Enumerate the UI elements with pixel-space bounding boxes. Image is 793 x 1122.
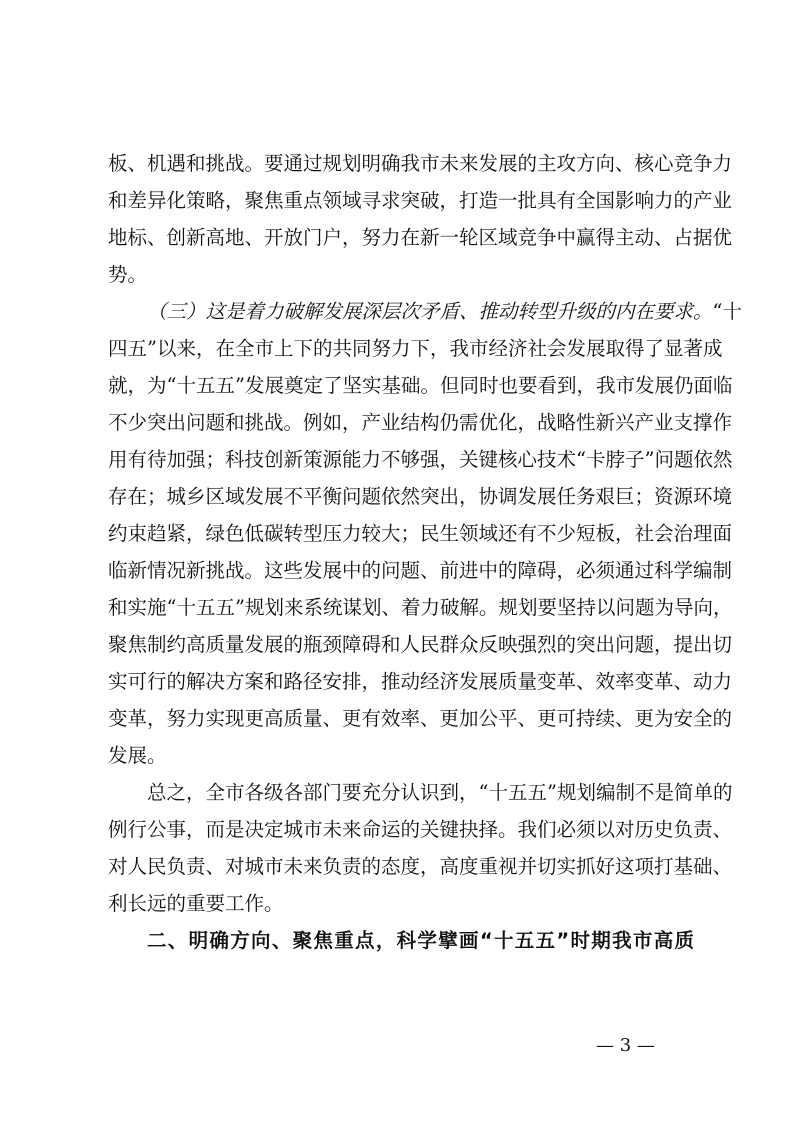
subheading-trailing-text: “十 — [712, 300, 742, 323]
paragraph-line: 利长远的重要工作。 — [108, 892, 284, 915]
section-heading: 二、明确方向、聚焦重点，科学擘画“十五五”时期我市高质 — [147, 929, 694, 952]
paragraph-line: 用有待加强；科技创新策源能力不够强，关键核心技术“卡脖子”问题依然 — [108, 448, 733, 471]
paragraph-line: 发展。 — [108, 744, 167, 767]
paragraph-line: 四五”以来，在全市上下的共同努力下，我市经济社会发展取得了显著成 — [108, 337, 723, 360]
subheading-text: （三）这是着力破解发展深层次矛盾、推动转型升级的内在要求。 — [147, 300, 713, 323]
paragraph-line: 势。 — [108, 263, 148, 286]
paragraph-line: 和实施“十五五”规划来系统谋划、着力破解。规划要坚持以问题为导向， — [108, 596, 733, 619]
paragraph-line: 聚焦制约高质量发展的瓶颈障碍和人民群众反映强烈的突出问题，提出切 — [108, 633, 733, 656]
paragraph-line: 临新情况新挑战。这些发展中的问题、前进中的障碍，必须通过科学编制 — [108, 559, 733, 582]
subheading-line — [147, 298, 742, 326]
paragraph-line: 地标、创新高地、开放门户，努力在新一轮区域竞争中赢得主动、占据优 — [108, 226, 733, 249]
paragraph-line: 存在；城乡区域发展不平衡问题依然突出，协调发展任务艰巨；资源环境 — [108, 485, 733, 508]
paragraph-line: 不少突出问题和挑战。例如，产业结构仍需优化，战略性新兴产业支撑作 — [108, 411, 733, 434]
paragraph-line: 变革，努力实现更高质量、更有效率、更加公平、更可持续、更为安全的 — [108, 707, 733, 730]
paragraph-line: 就，为“十五五”发展奠定了坚实基础。但同时也要看到，我市发展仍面临 — [108, 374, 733, 397]
paragraph-line: 总之，全市各级各部门要充分认识到，“十五五”规划编制不是简单的 — [147, 781, 733, 804]
paragraph-line: 例行公事，而是决定城市未来命运的关键抉择。我们必须以对历史负责、 — [108, 818, 733, 841]
paragraph-line: 实可行的解决方案和路径安排，推动经济发展质量变革、效率变革、动力 — [108, 670, 733, 693]
paragraph-line: 约束趋紧，绿色低碳转型压力较大；民生领域还有不少短板，社会治理面 — [108, 522, 733, 545]
paragraph-line: 板、机遇和挑战。要通过规划明确我市未来发展的主攻方向、核心竞争力 — [108, 152, 733, 175]
paragraph-line: 和差异化策略，聚焦重点领域寻求突破，打造一批具有全国影响力的产业 — [108, 189, 733, 212]
paragraph-line: 对人民负责、对城市未来负责的态度，高度重视并切实抓好这项打基础、 — [108, 855, 733, 878]
page-number: — 3 — — [596, 1035, 655, 1056]
